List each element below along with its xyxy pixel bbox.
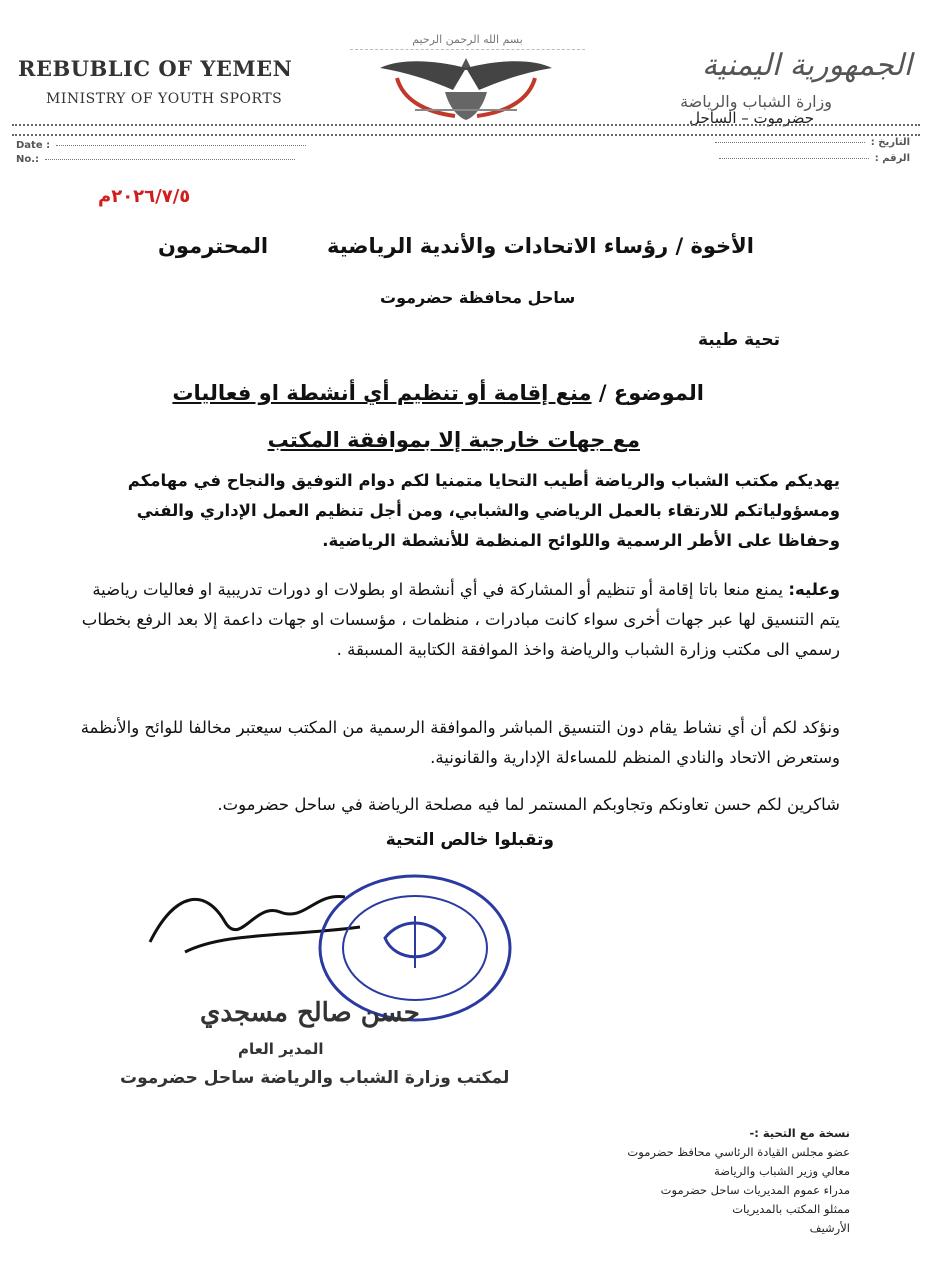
signer-office: لمكتب وزارة الشباب والرياضة ساحل حضرموت [120,1068,510,1088]
subject-text-line1: منع إقامة أو تنظيم أي أنشطة او فعاليات [172,381,592,405]
copy-recipient: ممثلو المكتب بالمديريات [732,1202,850,1216]
paragraph-decision-text: يمنع منعا باتا إقامة أو تنظيم أو المشاركة في أي أنشطة او بطولات او دورات تدريبية او فعاليات رياضية يتم التنسيق لها عبر جهات أخرى سواء كانت مبادرات ، منظمات ، مؤسسات او جهات داعمة إلا بعد الرفع بخطاب رسمي الى مكتب وزارة الشباب والرياضة واخذ الموافقة الكتابية المسبقة . [81,580,840,659]
paragraph-thanks: شاكرين لكم حسن تعاونكم وتجاوبكم المستمر لما فيه مصلحة الرياضة في ساحل حضرموت. [217,795,840,814]
addressee: الأخوة / رؤساء الاتحادات والأندية الرياضية [326,234,754,258]
date-label-en: Date : [16,140,51,151]
english-republic-title: REBUBLIC OF YEMEN [18,56,293,81]
signer-role: المدير العام [238,1040,324,1058]
header-divider [12,124,920,136]
number-label-en: No.: [16,154,40,165]
arabic-region-name: حضرموت – الساحل [689,109,814,127]
number-field-ar [719,153,910,164]
basmala: بسم الله الرحمن الرحيم [350,33,585,50]
letter-date: ٢٠٢٦/٧/٥م [98,186,191,207]
greeting: تحية طيبة [697,330,780,350]
copy-recipient: عضو مجلس القيادة الرئاسي محافظ حضرموت [627,1145,850,1159]
copy-recipient: معالي وزير الشباب والرياضة [714,1164,850,1178]
paragraph-intro: يهديكم مكتب الشباب والرياضة أطيب التحايا متمنيا لكم دوام التوفيق والنجاح في مهامكم ومسؤولياتكم للارتقاء بالعمل الرياضي والشبابي، ومن أجل تنظيم العمل الإداري والفني وحفاظا على الأطر الرسمية واللوائح المنظمة للأنشطة الرياضية. [127,471,840,550]
closing-line: وتقبلوا خالص التحية [385,830,554,850]
date-field-ar [715,137,910,148]
paragraph-decision-lead: وعليه: [788,580,840,599]
paragraph-decision [76,575,840,665]
subject-text-line2: مع جهات خارجية إلا بموافقة المكتب [267,428,640,452]
signer-name: حسن صالح مسجدي [200,998,420,1028]
english-ministry-name: MINISTRY OF YOUTH SPORTS [46,91,283,107]
number-field-en [16,154,295,165]
copies-heading: نسخة مع التحية :- [749,1126,850,1140]
date-label-ar: التاريخ : [870,137,910,148]
subject-label: الموضوع / [598,381,704,405]
copy-recipient: مدراء عموم المديريات ساحل حضرموت [660,1183,850,1197]
arabic-ministry-name: وزارة الشباب والرياضة [680,92,832,111]
number-label-ar: الرقم : [874,153,910,164]
subject-line [172,381,704,405]
paragraph-warning: ونؤكد لكم أن أي نشاط يقام دون التنسيق المباشر والموافقة الرسمية من المكتب سيعتبر مخالفا للوائح والأنظمة وستعرض الاتحاد والنادي المنظم للمساءلة الإدارية والقانونية. [80,718,840,767]
copies-list [627,1124,850,1238]
addressee-region: ساحل محافظة حضرموت [380,288,576,307]
date-field-en [16,140,306,151]
copy-recipient: الأرشيف [809,1221,850,1235]
respected-label: المحترمون [158,234,269,258]
arabic-republic-title: الجمهورية اليمنية [701,48,912,83]
eagle-emblem-icon [375,50,557,125]
